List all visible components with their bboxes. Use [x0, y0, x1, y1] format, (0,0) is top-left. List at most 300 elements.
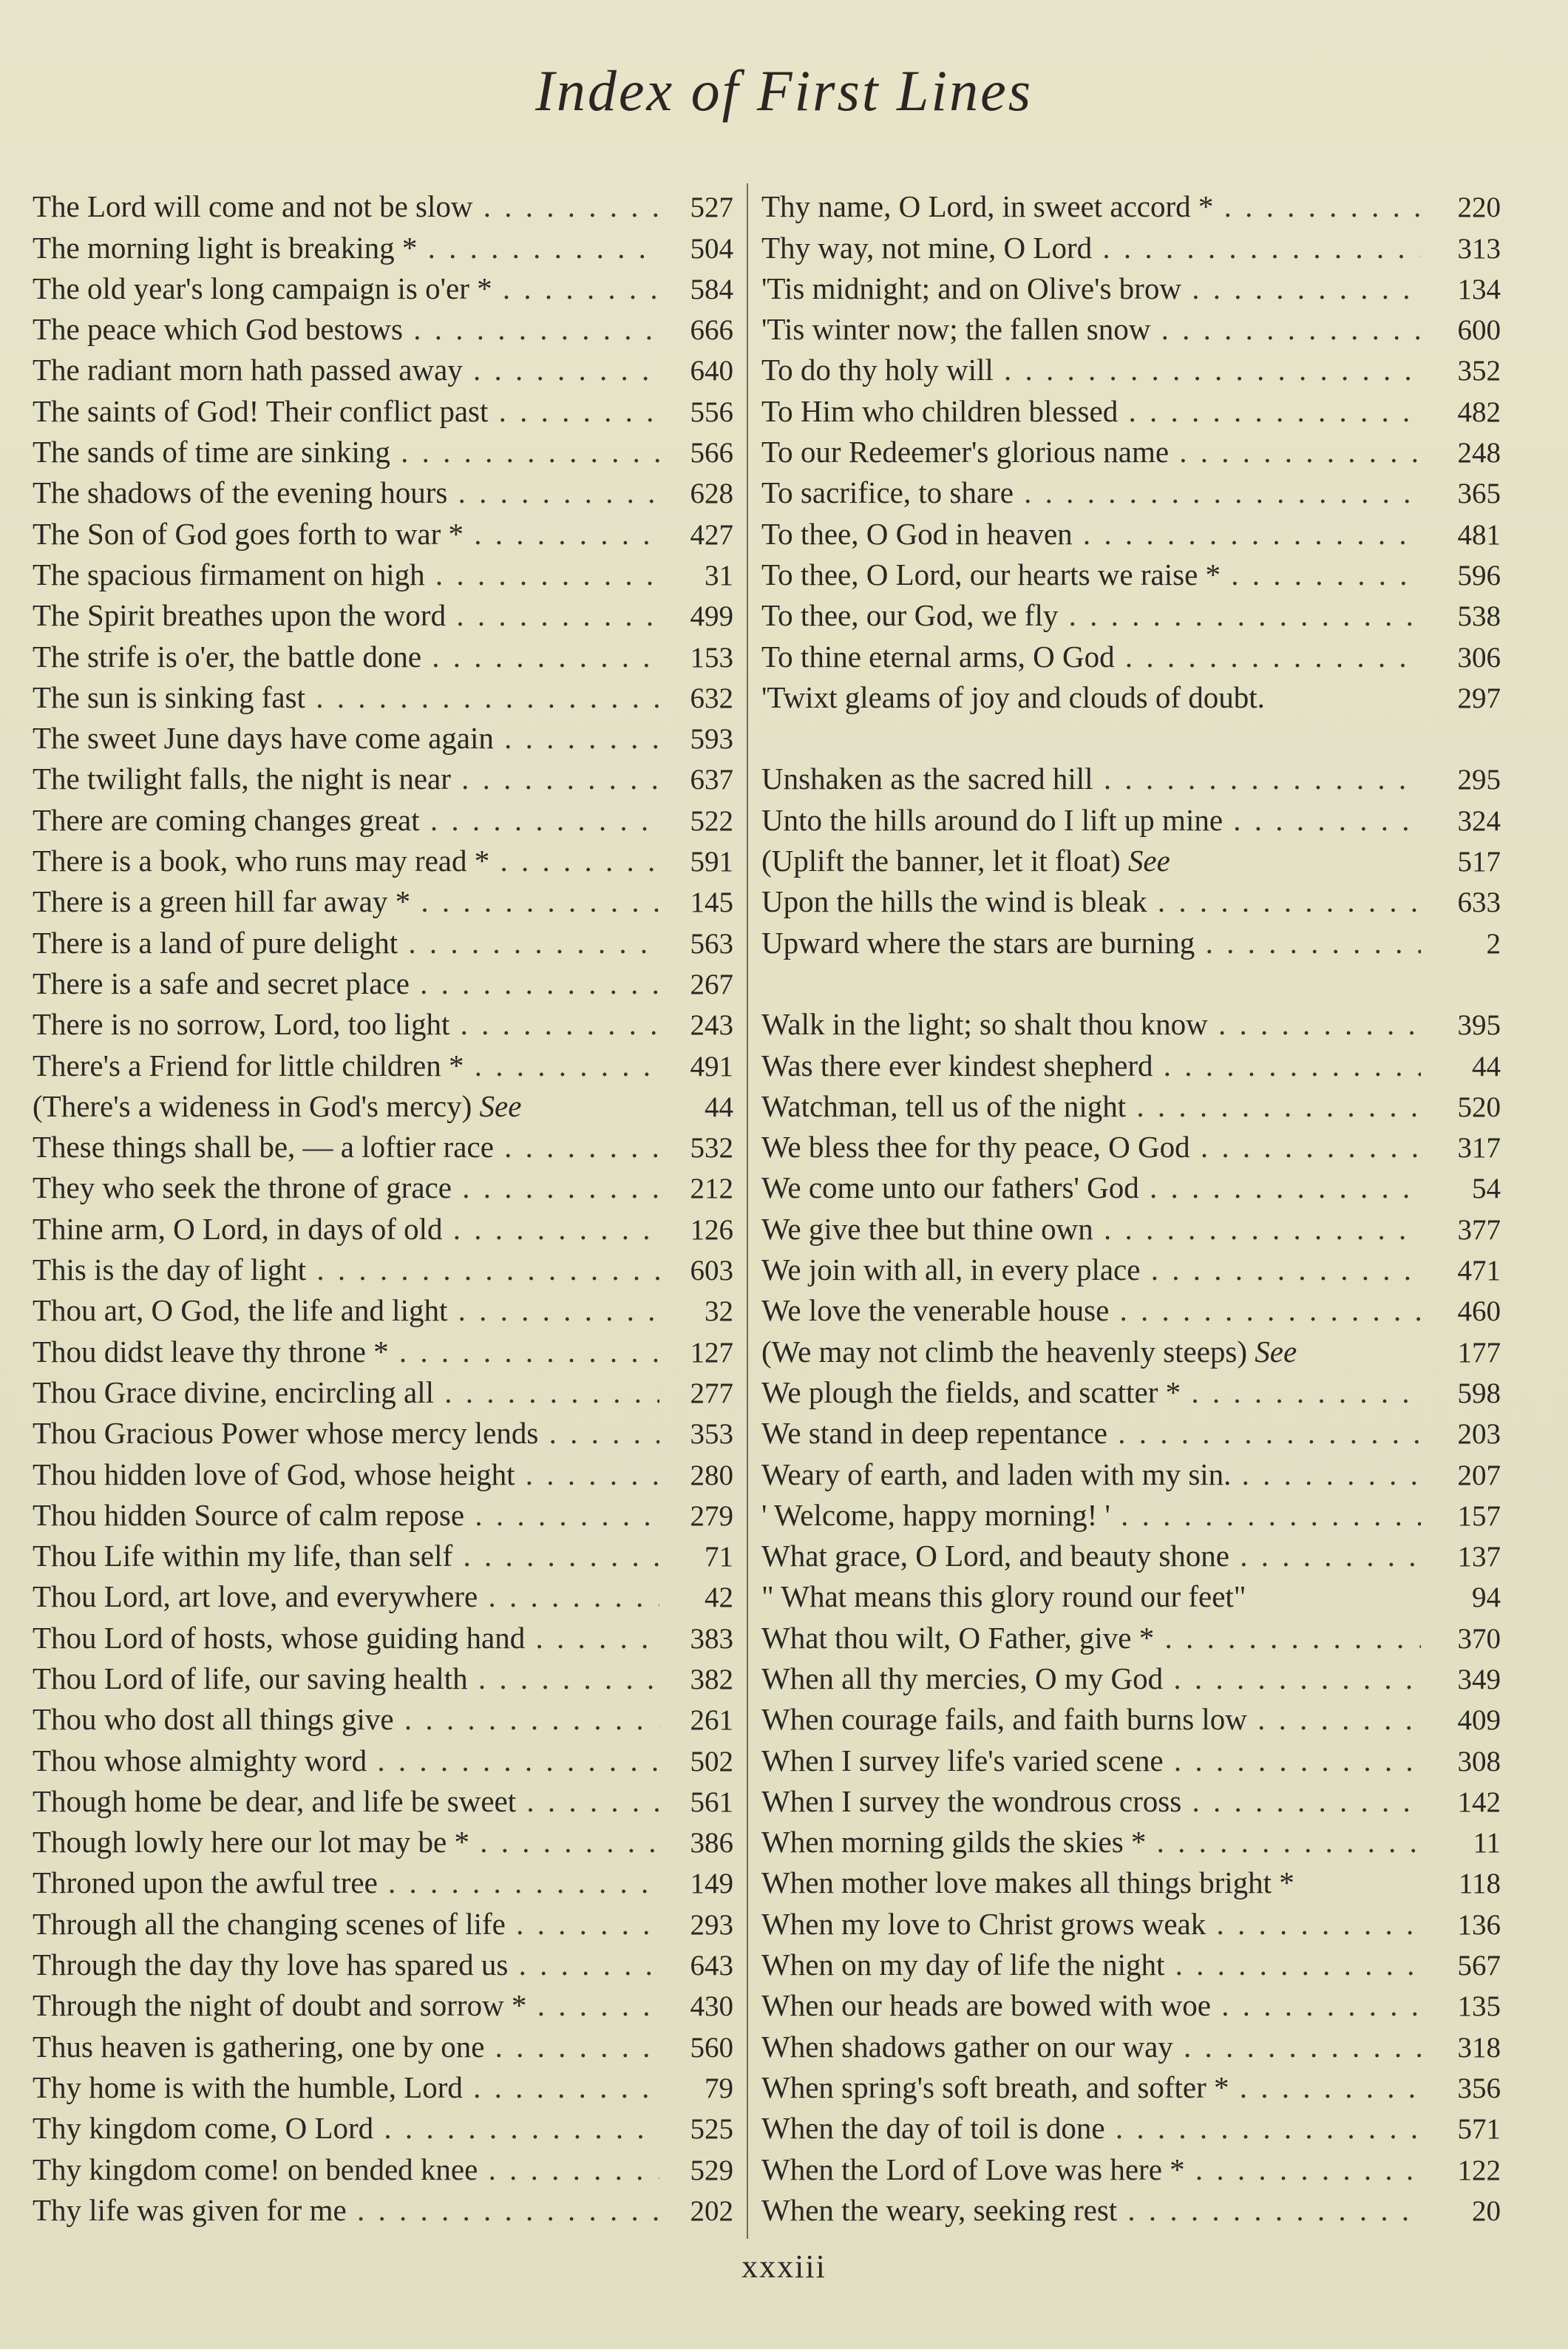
first-line [33, 1048, 659, 1083]
first-line-text: " What means this glory round our feet" [761, 1579, 1246, 1614]
index-entry [761, 1778, 1501, 1819]
hymn-number: 377 [1457, 1213, 1501, 1246]
first-line [761, 1292, 1421, 1328]
index-entry [761, 592, 1501, 633]
first-line [33, 720, 659, 756]
hymn-number: 243 [690, 1009, 733, 1042]
left-index-column [33, 183, 733, 2228]
hymn-number: 556 [690, 396, 733, 428]
first-line-text: ' Welcome, happy morning! ' . . . [761, 1498, 1421, 1532]
first-line [761, 843, 1421, 878]
first-line [761, 1906, 1421, 1942]
first-line-text: Thou who dost all things give . . . [33, 1702, 659, 1736]
first-line-text: When I survey the wondrous cross . . . [761, 1784, 1421, 1818]
index-entry [761, 2023, 1501, 2064]
index-entry [761, 796, 1501, 837]
hymn-number: 566 [690, 437, 733, 470]
index-entry [33, 1369, 733, 1410]
index-entry [33, 633, 733, 674]
index-entry [761, 1696, 1501, 1737]
hymn-number: 318 [1457, 2031, 1501, 2064]
first-line-text: When the weary, seeking rest . . . [761, 2193, 1421, 2227]
first-line [761, 1170, 1421, 1205]
index-entry [33, 552, 733, 592]
index-entry [33, 1410, 733, 1451]
first-line [761, 230, 1421, 265]
first-line-text: When shadows gather on our way . . . [761, 2030, 1421, 2064]
hymn-number: 593 [690, 723, 733, 756]
first-line [761, 516, 1421, 552]
hymn-number: 504 [690, 232, 733, 265]
index-entry [33, 429, 733, 470]
hymn-number: 44 [1472, 1050, 1501, 1082]
first-line [33, 884, 659, 919]
first-line [761, 1211, 1421, 1247]
first-line [33, 2110, 659, 2146]
hymn-number: 560 [690, 2031, 733, 2064]
page-title: Index of First Lines [534, 58, 1034, 123]
first-line-text: When our heads are bowed with woe . . . [761, 1988, 1421, 2022]
first-line [761, 1006, 1421, 1042]
first-line-text: The sun is sinking fast . . . [33, 680, 659, 714]
hymn-number: 136 [1457, 1908, 1501, 1941]
first-line-text: Thy life was given for me . . . [33, 2193, 659, 2227]
hymn-number: 561 [690, 1786, 733, 1818]
first-line-text: Through the day thy love has spared us . . . [33, 1948, 659, 1982]
hymn-number: 386 [690, 1827, 733, 1860]
hymn-number: 324 [1457, 804, 1501, 837]
index-entry [33, 838, 733, 878]
first-line-text: 'Tis midnight; and on Olive's brow . . . [761, 271, 1421, 305]
index-entry [33, 1533, 733, 1573]
first-line-text: When spring's soft breath, and softer * . . . [761, 2070, 1421, 2104]
first-line [33, 1006, 659, 1042]
hymn-number: 499 [690, 600, 733, 633]
index-entry [761, 224, 1501, 265]
first-line-text: They who seek the throne of grace . . . [33, 1170, 659, 1204]
hymn-number: 142 [1457, 1786, 1501, 1818]
first-line [761, 884, 1421, 919]
index-entry [761, 1655, 1501, 1696]
index-entry [33, 224, 733, 265]
index-entry [33, 1247, 733, 1287]
index-entry [33, 183, 733, 224]
first-line-text: The saints of God! Their conflict past . . . [33, 394, 659, 428]
first-line-text: There is a safe and secret place . . . [33, 966, 659, 1000]
hymn-number: 502 [690, 1745, 733, 1777]
hymn-number: 20 [1472, 2194, 1501, 2227]
index-entry [33, 1696, 733, 1737]
first-line [33, 2152, 659, 2187]
index-entry [33, 1165, 733, 1205]
first-line-text: What grace, O Lord, and beauty shone . . . [761, 1539, 1421, 1573]
first-line [761, 639, 1421, 674]
index-entry [761, 1492, 1501, 1533]
hymn-number: 430 [690, 1990, 733, 2023]
first-line-text: Though home be dear, and life be sweet . . . [33, 1784, 659, 1818]
hymn-number: 145 [690, 887, 733, 919]
hymn-number: 666 [690, 314, 733, 347]
first-line-text: What thou wilt, O Father, give * . . . [761, 1621, 1421, 1655]
index-entry [761, 1247, 1501, 1287]
first-line [33, 1865, 659, 1900]
hymn-number: 153 [690, 641, 733, 674]
hymn-number: 643 [690, 1950, 733, 1982]
first-line-text: Thou Gracious Power whose mercy lends . . . [33, 1416, 659, 1450]
first-line-text: The old year's long campaign is o'er * . . . [33, 271, 659, 305]
first-line-text: Thy home is with the humble, Lord . . . [33, 2070, 659, 2104]
hymn-number: 522 [690, 804, 733, 837]
index-entry [33, 2146, 733, 2186]
first-line [761, 1252, 1421, 1287]
first-line [33, 1783, 659, 1819]
first-line-text: Thy way, not mine, O Lord . . . [761, 231, 1421, 265]
hymn-number: 563 [690, 927, 733, 960]
first-line-text: Weary of earth, and laden with my sin. . . . [761, 1457, 1421, 1491]
first-line [761, 1457, 1421, 1492]
hymn-number: 42 [705, 1582, 733, 1614]
index-entry [761, 183, 1501, 224]
index-entry [761, 633, 1501, 674]
first-line-text: When the Lord of Love was here * . . . [761, 2152, 1421, 2186]
first-line [33, 475, 659, 510]
first-line [761, 1579, 1421, 1614]
first-line [33, 597, 659, 633]
hymn-number: 356 [1457, 2072, 1501, 2104]
index-entry [33, 1614, 733, 1655]
first-line-text: There is a green hill far away * . . . [33, 884, 659, 918]
first-line-text: Thou Lord of life, our saving health . . . [33, 1661, 659, 1695]
first-line [761, 925, 1421, 960]
first-line [33, 1170, 659, 1205]
index-entry [33, 1492, 733, 1533]
index-entry [33, 1819, 733, 1860]
first-line-text: Upward where the stars are burning . . . [761, 926, 1421, 960]
see-reference: See [479, 1088, 522, 1123]
first-line-text: When my love to Christ grows weak . . . [761, 1907, 1421, 1941]
hymn-number: 491 [690, 1050, 733, 1082]
hymn-number: 567 [1457, 1950, 1501, 1982]
first-line [761, 1661, 1421, 1696]
first-line-text: (We may not climb the heavenly steeps) [761, 1334, 1248, 1369]
first-line [761, 1334, 1421, 1369]
first-line [761, 189, 1421, 224]
first-line [761, 271, 1421, 306]
hymn-number: 517 [1457, 846, 1501, 878]
first-line [761, 1865, 1421, 1900]
hymn-number: 637 [690, 764, 733, 796]
index-entry [33, 1042, 733, 1082]
first-line [33, 1538, 659, 1573]
first-line-text: To Him who children blessed . . . [761, 394, 1421, 428]
index-entry [761, 1287, 1501, 1328]
hymn-number: 382 [690, 1663, 733, 1695]
index-entry [761, 1328, 1501, 1369]
index-entry [33, 1860, 733, 1900]
page-number: xxxiii [741, 2248, 827, 2285]
first-line-text: The shadows of the evening hours . . . [33, 475, 659, 509]
first-line [761, 1824, 1421, 1860]
first-line-text: The strife is o'er, the battle done . . . [33, 640, 659, 674]
hymn-number: 137 [1457, 1541, 1501, 1573]
index-entry [761, 838, 1501, 878]
first-line [761, 1987, 1421, 2023]
hymn-number: 79 [705, 2072, 733, 2104]
index-entry [761, 1860, 1501, 1900]
hymn-number: 177 [1457, 1336, 1501, 1369]
hymn-number: 134 [1457, 273, 1501, 305]
first-line-text: Thou hidden love of God, whose height . . . [33, 1457, 659, 1491]
first-line [761, 761, 1421, 796]
hymn-number: 598 [1457, 1377, 1501, 1409]
index-entry [33, 1942, 733, 1982]
hymn-number: 44 [705, 1091, 733, 1123]
first-line [33, 1947, 659, 1982]
first-line-text: We give thee but thine own . . . [761, 1212, 1421, 1246]
index-entry [761, 429, 1501, 470]
hymn-number: 482 [1457, 396, 1501, 428]
first-line [33, 761, 659, 796]
index-entry [761, 1001, 1501, 1042]
first-line-text: When morning gilds the skies * . . . [761, 1825, 1421, 1859]
index-entry [761, 1819, 1501, 1860]
first-line [33, 1743, 659, 1778]
hymn-number: 538 [1457, 600, 1501, 633]
first-line [33, 271, 659, 306]
first-line [761, 1783, 1421, 1819]
hymn-number: 600 [1457, 314, 1501, 347]
first-line-text: Thou didst leave thy throne * . . . [33, 1335, 659, 1369]
hymn-number: 520 [1457, 1091, 1501, 1123]
hymn-number: 31 [705, 559, 733, 592]
first-line-text: Thy kingdom come! on bended knee . . . [33, 2152, 659, 2186]
hymn-number: 313 [1457, 232, 1501, 265]
first-line-text: Thou Life within my life, than self . . . [33, 1539, 659, 1573]
index-entry [33, 1778, 733, 1819]
first-line-text: Thou Lord of hosts, whose guiding hand . . . [33, 1621, 659, 1655]
first-line-text: These things shall be, — a loftier race . . . [33, 1130, 659, 1164]
hymn-number: 571 [1457, 2113, 1501, 2146]
first-line-text: There are coming changes great . . . [33, 803, 659, 837]
see-reference: See [1127, 844, 1170, 878]
hymn-number: 427 [690, 518, 733, 551]
first-line-text: We stand in deep repentance . . . [761, 1416, 1421, 1450]
index-entry [761, 552, 1501, 592]
first-line-text: We plough the fields, and scatter * . . . [761, 1375, 1421, 1409]
hymn-number: 640 [690, 355, 733, 387]
hymn-number: 633 [1457, 887, 1501, 919]
first-line-text: The sands of time are sinking . . . [33, 435, 659, 469]
first-line-text: The morning light is breaking * . . . [33, 231, 659, 265]
first-line [33, 230, 659, 265]
first-line [33, 393, 659, 429]
first-line [761, 1620, 1421, 1655]
first-line-text: When mother love makes all things bright * [761, 1865, 1294, 1900]
index-entry [33, 1982, 733, 2023]
first-line [761, 2029, 1421, 2064]
hymn-number: 293 [690, 1908, 733, 1941]
first-line-text: 'Tis winter now; the fallen snow . . . [761, 312, 1421, 346]
first-line [33, 966, 659, 1001]
index-entry [761, 2187, 1501, 2228]
see-reference: See [1255, 1334, 1297, 1369]
first-line [33, 1824, 659, 1860]
first-line-text: To thine eternal arms, O God . . . [761, 640, 1421, 674]
first-line-text: The spacious firmament on high . . . [33, 557, 659, 592]
index-entry [33, 2105, 733, 2146]
hymn-number: 628 [690, 478, 733, 510]
first-line [33, 1211, 659, 1247]
index-entry [761, 1451, 1501, 1491]
index-entry [33, 1655, 733, 1696]
index-entry [761, 674, 1501, 715]
hymn-number: 94 [1472, 1582, 1501, 1614]
first-line [33, 1375, 659, 1410]
first-line [761, 2192, 1421, 2228]
index-entry [33, 1287, 733, 1328]
first-line [761, 2070, 1421, 2105]
index-entry [33, 2187, 733, 2228]
hymn-number: 297 [1457, 682, 1501, 714]
index-entry [761, 1165, 1501, 1205]
hymn-number: 596 [1457, 559, 1501, 592]
first-line-text: Thou Grace divine, encircling all . . . [33, 1375, 659, 1409]
first-line [33, 1906, 659, 1942]
first-line [33, 1661, 659, 1696]
first-line [761, 1538, 1421, 1573]
first-line [761, 352, 1421, 387]
first-line-text: Though lowly here our lot may be * . . . [33, 1825, 659, 1859]
first-line [33, 1987, 659, 2023]
first-line-text: Through the night of doubt and sorrow * . . . [33, 1988, 659, 2022]
index-entry [33, 2064, 733, 2105]
index-entry [761, 1982, 1501, 2023]
first-line-text: (There's a wideness in God's mercy) [33, 1088, 472, 1123]
first-line [33, 516, 659, 552]
hymn-number: 525 [690, 2113, 733, 2146]
hymn-number: 261 [690, 1704, 733, 1737]
first-line-text: The sweet June days have come again . . . [33, 721, 659, 755]
hymn-number: 220 [1457, 191, 1501, 224]
first-line-text: The radiant morn hath passed away . . . [33, 353, 659, 387]
first-line-text: Thou Lord, art love, and everywhere . . . [33, 1579, 659, 1613]
hymn-number: 395 [1457, 1009, 1501, 1042]
first-line [761, 1375, 1421, 1410]
first-line [33, 352, 659, 387]
index-entry [33, 306, 733, 347]
first-line-text: This is the day of light . . . [33, 1253, 659, 1287]
first-line-text: When the day of toil is done . . . [761, 2111, 1421, 2145]
index-entry [33, 1737, 733, 1777]
first-line-text: Thy kingdom come, O Lord . . . [33, 2111, 659, 2145]
first-line-text: To sacrifice, to share . . . [761, 475, 1421, 509]
first-line [761, 1129, 1421, 1165]
first-line-text: When I survey life's varied scene . . . [761, 1743, 1421, 1777]
first-line [761, 1701, 1421, 1737]
index-entry [33, 265, 733, 306]
hymn-number: 591 [690, 846, 733, 878]
first-line [33, 1701, 659, 1737]
first-line-text: Thou hidden Source of calm repose . . . [33, 1498, 659, 1532]
first-line-text: The peace which God bestows . . . [33, 312, 659, 346]
first-line [33, 1334, 659, 1369]
first-line [761, 434, 1421, 470]
hymn-number: 481 [1457, 518, 1501, 551]
index-entry [761, 2146, 1501, 2186]
hymn-number: 2 [1486, 927, 1501, 960]
hymn-number: 207 [1457, 1459, 1501, 1491]
index-entry [33, 1083, 733, 1124]
index-entry [761, 2064, 1501, 2105]
first-line [33, 639, 659, 674]
first-line-text: Thus heaven is gathering, one by one . . . [33, 2030, 659, 2064]
first-line [761, 1743, 1421, 1778]
hymn-number: 267 [690, 968, 733, 1000]
hymn-number: 632 [690, 682, 733, 714]
index-entry [33, 510, 733, 551]
hymn-number: 353 [690, 1418, 733, 1451]
first-line [33, 802, 659, 838]
first-line [33, 1292, 659, 1328]
hymn-number: 71 [705, 1541, 733, 1573]
first-line [761, 311, 1421, 347]
hymn-number: 529 [690, 2154, 733, 2186]
hymn-number: 471 [1457, 1255, 1501, 1287]
first-line [33, 1415, 659, 1451]
hymn-number: 365 [1457, 478, 1501, 510]
first-line-text: To do thy holy will . . . [761, 353, 1421, 387]
first-line-text: Unshaken as the sacred hill . . . [761, 762, 1421, 796]
first-line-text: When courage fails, and faith burns low . . . [761, 1702, 1421, 1736]
first-line-text: Walk in the light; so shalt thou know . . . [761, 1007, 1421, 1041]
index-entry [761, 1737, 1501, 1777]
index-entry [33, 756, 733, 796]
first-line-text: When all thy mercies, O my God . . . [761, 1661, 1421, 1695]
hymn-number: 149 [690, 1868, 733, 1900]
first-line-text: Thy name, O Lord, in sweet accord * . . . [761, 189, 1421, 223]
first-line [33, 1088, 659, 1124]
hymn-number: 202 [690, 2194, 733, 2227]
first-line [33, 2070, 659, 2105]
first-line-text: The twilight falls, the night is near . . . [33, 762, 659, 796]
section-spacer [761, 960, 1501, 1001]
first-line-text: Unto the hills around do I lift up mine . . . [761, 803, 1421, 837]
first-line-text: To thee, O Lord, our hearts we raise * . . . [761, 557, 1421, 592]
hymn-number: 527 [690, 191, 733, 224]
index-entry [761, 2105, 1501, 2146]
first-line [33, 925, 659, 960]
hymn-number: 603 [690, 1255, 733, 1287]
first-line-text: Thou art, O God, the life and light . . . [33, 1293, 659, 1327]
index-entry [33, 470, 733, 510]
hymn-number: 370 [1457, 1622, 1501, 1655]
index-entry [761, 1083, 1501, 1124]
first-line [761, 557, 1421, 592]
first-line [33, 843, 659, 878]
first-line [33, 557, 659, 592]
hymn-number: 295 [1457, 764, 1501, 796]
hymn-number: 157 [1457, 1499, 1501, 1532]
index-entry [33, 1124, 733, 1165]
first-line-text: The Lord will come and not be slow . . . [33, 189, 659, 223]
index-entry [33, 387, 733, 428]
index-entry [761, 347, 1501, 387]
first-line [33, 2192, 659, 2228]
index-entry [761, 1614, 1501, 1655]
index-entry [33, 919, 733, 960]
first-line-text: Through all the changing scenes of life . . . [33, 1907, 659, 1941]
hymn-number: 127 [690, 1336, 733, 1369]
